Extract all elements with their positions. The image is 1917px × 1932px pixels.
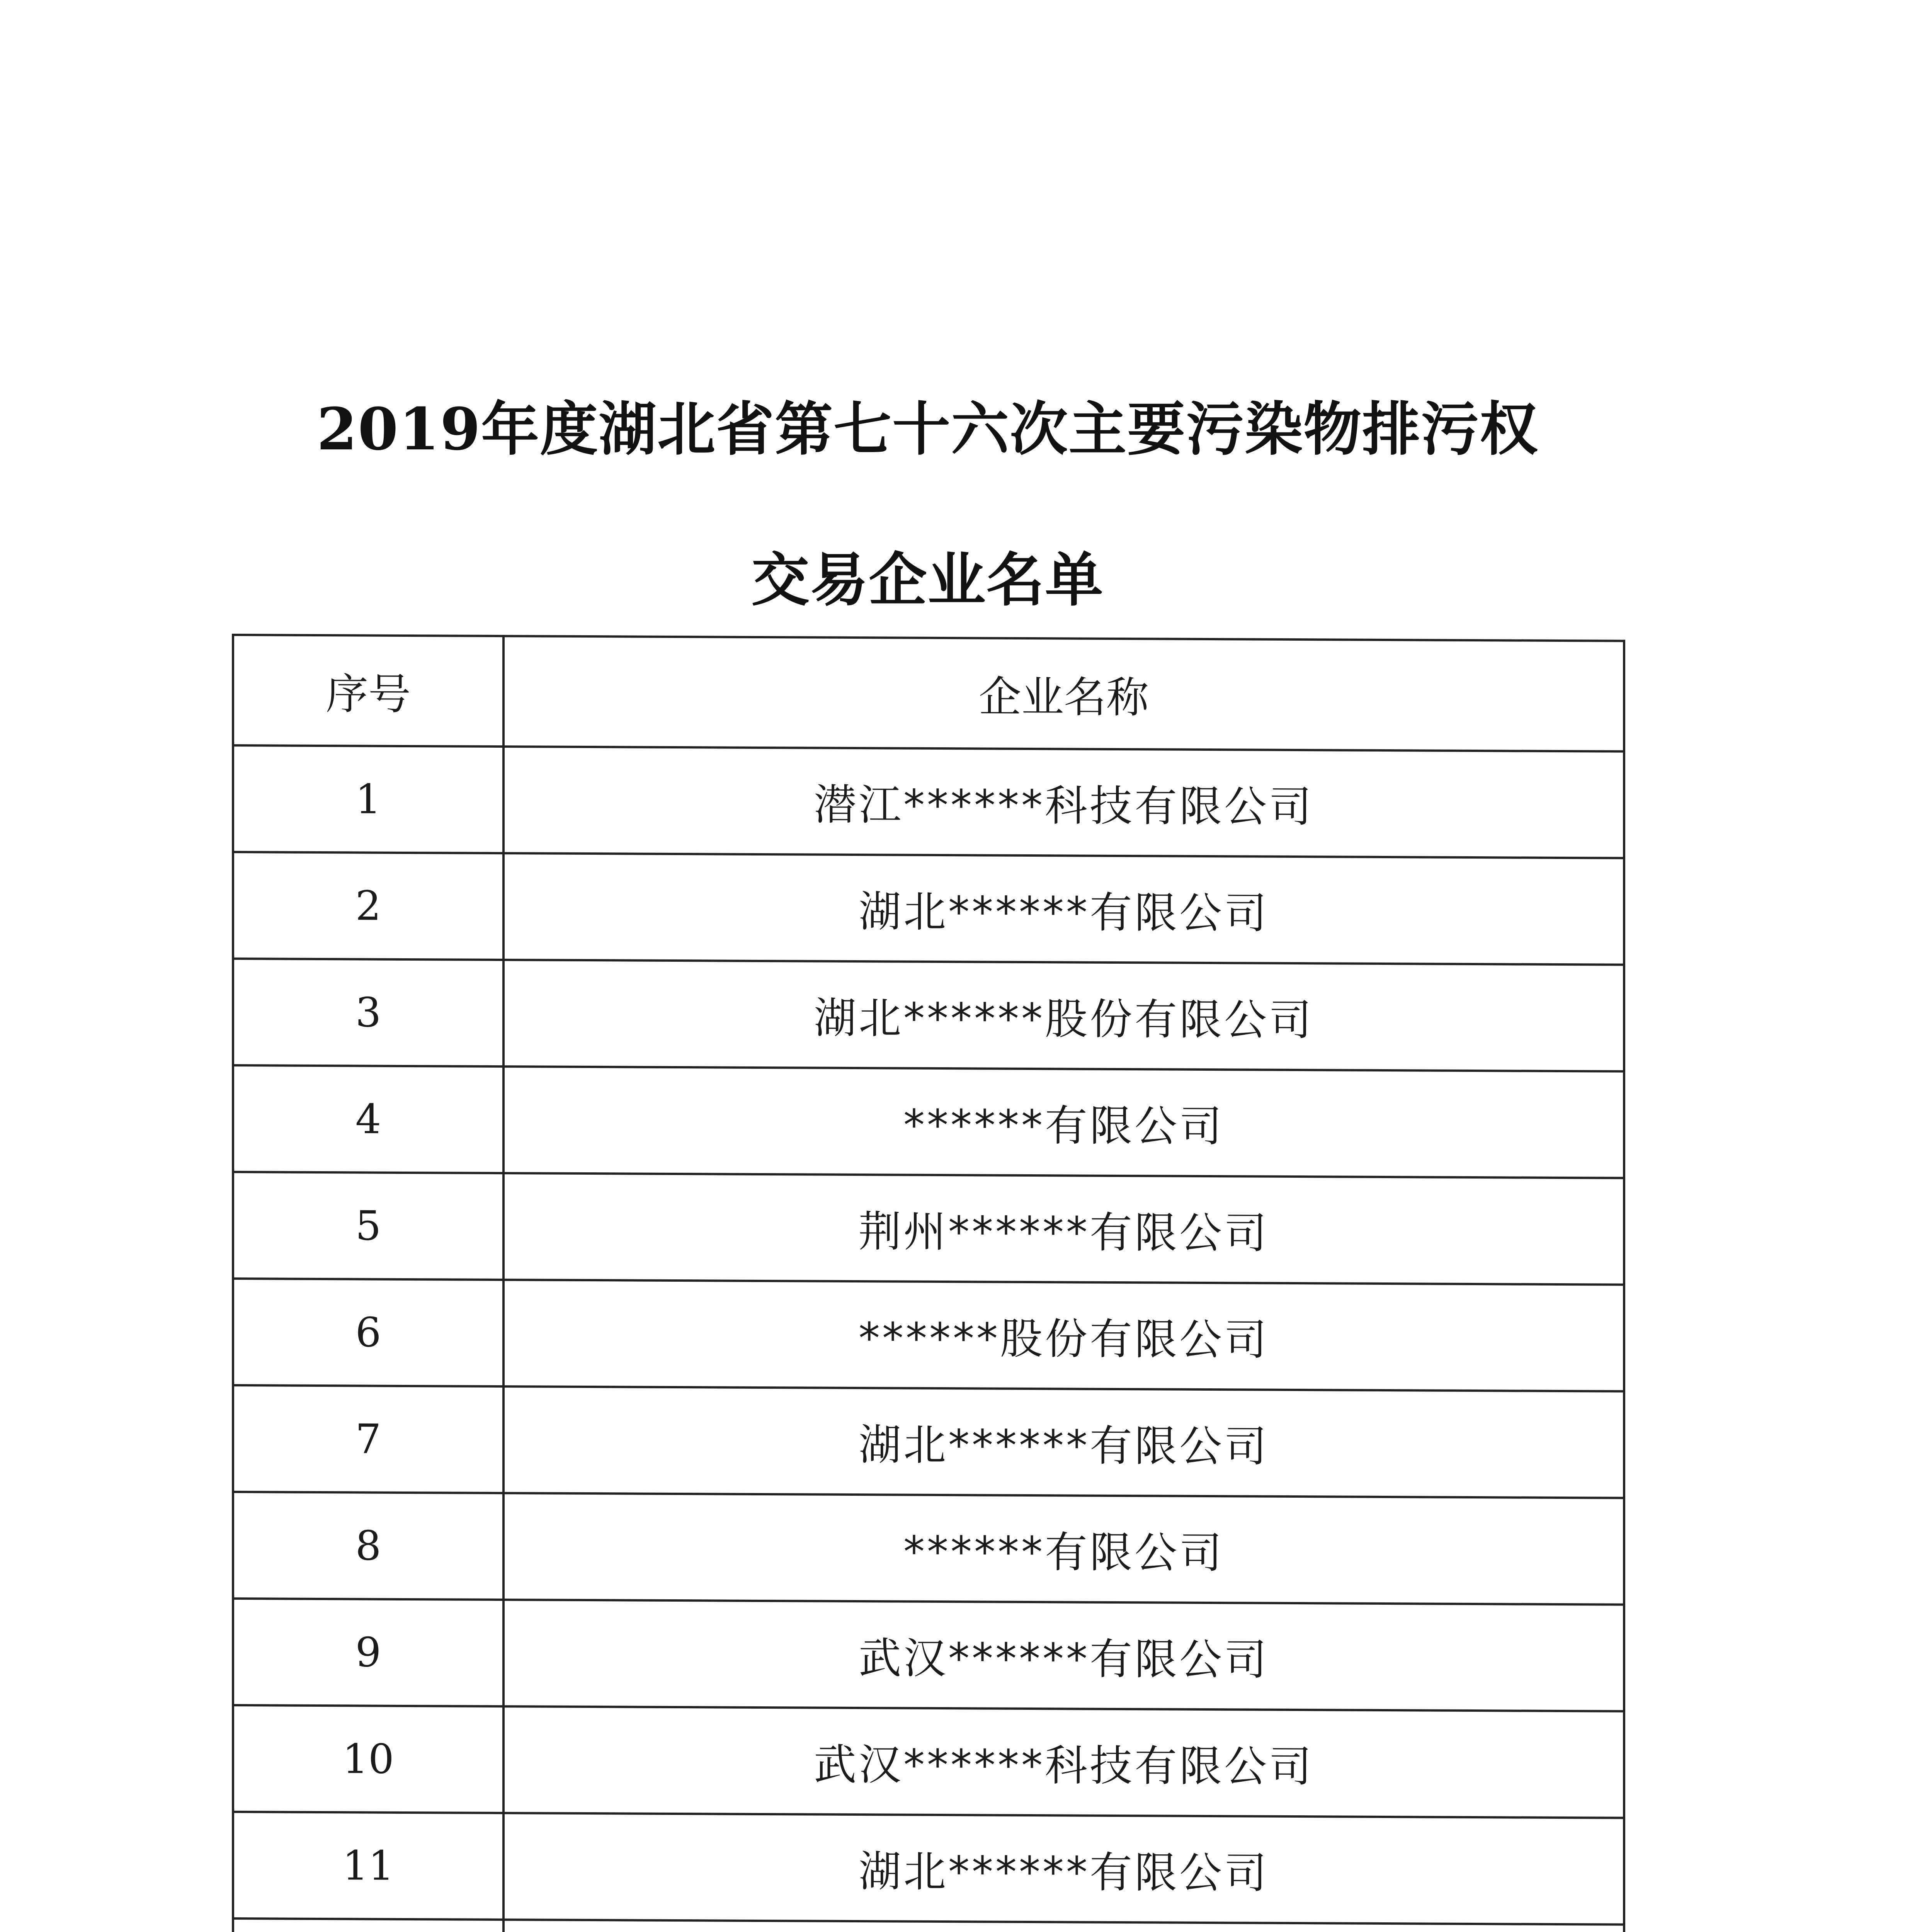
row-seq: 8 (233, 1492, 503, 1600)
row-enterprise-name: ******有限公司 (503, 1493, 1624, 1605)
row-enterprise-name: 湖北******股份有限公司 (503, 960, 1624, 1071)
row-seq: 10 (233, 1705, 503, 1813)
row-enterprise-name: 湖北******有限公司 (503, 1813, 1624, 1925)
row-enterprise-name: 武汉******有限公司 (503, 1600, 1624, 1711)
row-seq: 4 (233, 1065, 503, 1173)
row-seq: 1 (233, 745, 503, 853)
table-row (233, 1065, 1624, 1178)
row-enterprise-name: 武汉******科技有限公司 (503, 1706, 1624, 1818)
table-row (233, 1492, 1624, 1605)
row-seq: 7 (233, 1385, 503, 1493)
header-seq: 序号 (233, 635, 503, 747)
row-seq: 3 (233, 959, 503, 1066)
document-title-line2: 交易企业名单 (751, 546, 1104, 614)
table-row (233, 1599, 1624, 1711)
table-row (233, 1385, 1624, 1498)
row-enterprise-name: ******有限公司 (503, 1066, 1624, 1178)
enterprise-list-table (232, 634, 1625, 1932)
row-enterprise-name: 潜江******科技有限公司 (503, 747, 1624, 858)
row-seq: 11 (233, 1812, 503, 1920)
table-row (233, 1812, 1624, 1925)
document-title-line1: 2019年度湖北省第七十六次主要污染物排污权 (316, 395, 1539, 463)
header-name: 企业名称 (503, 636, 1624, 752)
table-row (233, 1705, 1624, 1818)
row-seq (233, 1918, 503, 1932)
table-header-row (233, 635, 1624, 752)
row-enterprise-name: 湖北******有限公司 (503, 1386, 1624, 1498)
row-seq: 2 (233, 852, 503, 960)
row-enterprise-name: 荆州******有限公司 (503, 1173, 1624, 1285)
table-row (233, 1172, 1624, 1285)
row-enterprise-name: ******股份有限公司 (503, 1280, 1624, 1391)
row-seq: 9 (233, 1599, 503, 1706)
row-enterprise-name: 湖北******有限公司 (503, 853, 1624, 965)
table-row (233, 745, 1624, 858)
row-seq: 6 (233, 1279, 503, 1386)
table-row (233, 959, 1624, 1071)
table-row (233, 1279, 1624, 1391)
table-row (233, 852, 1624, 965)
row-seq: 5 (233, 1172, 503, 1280)
